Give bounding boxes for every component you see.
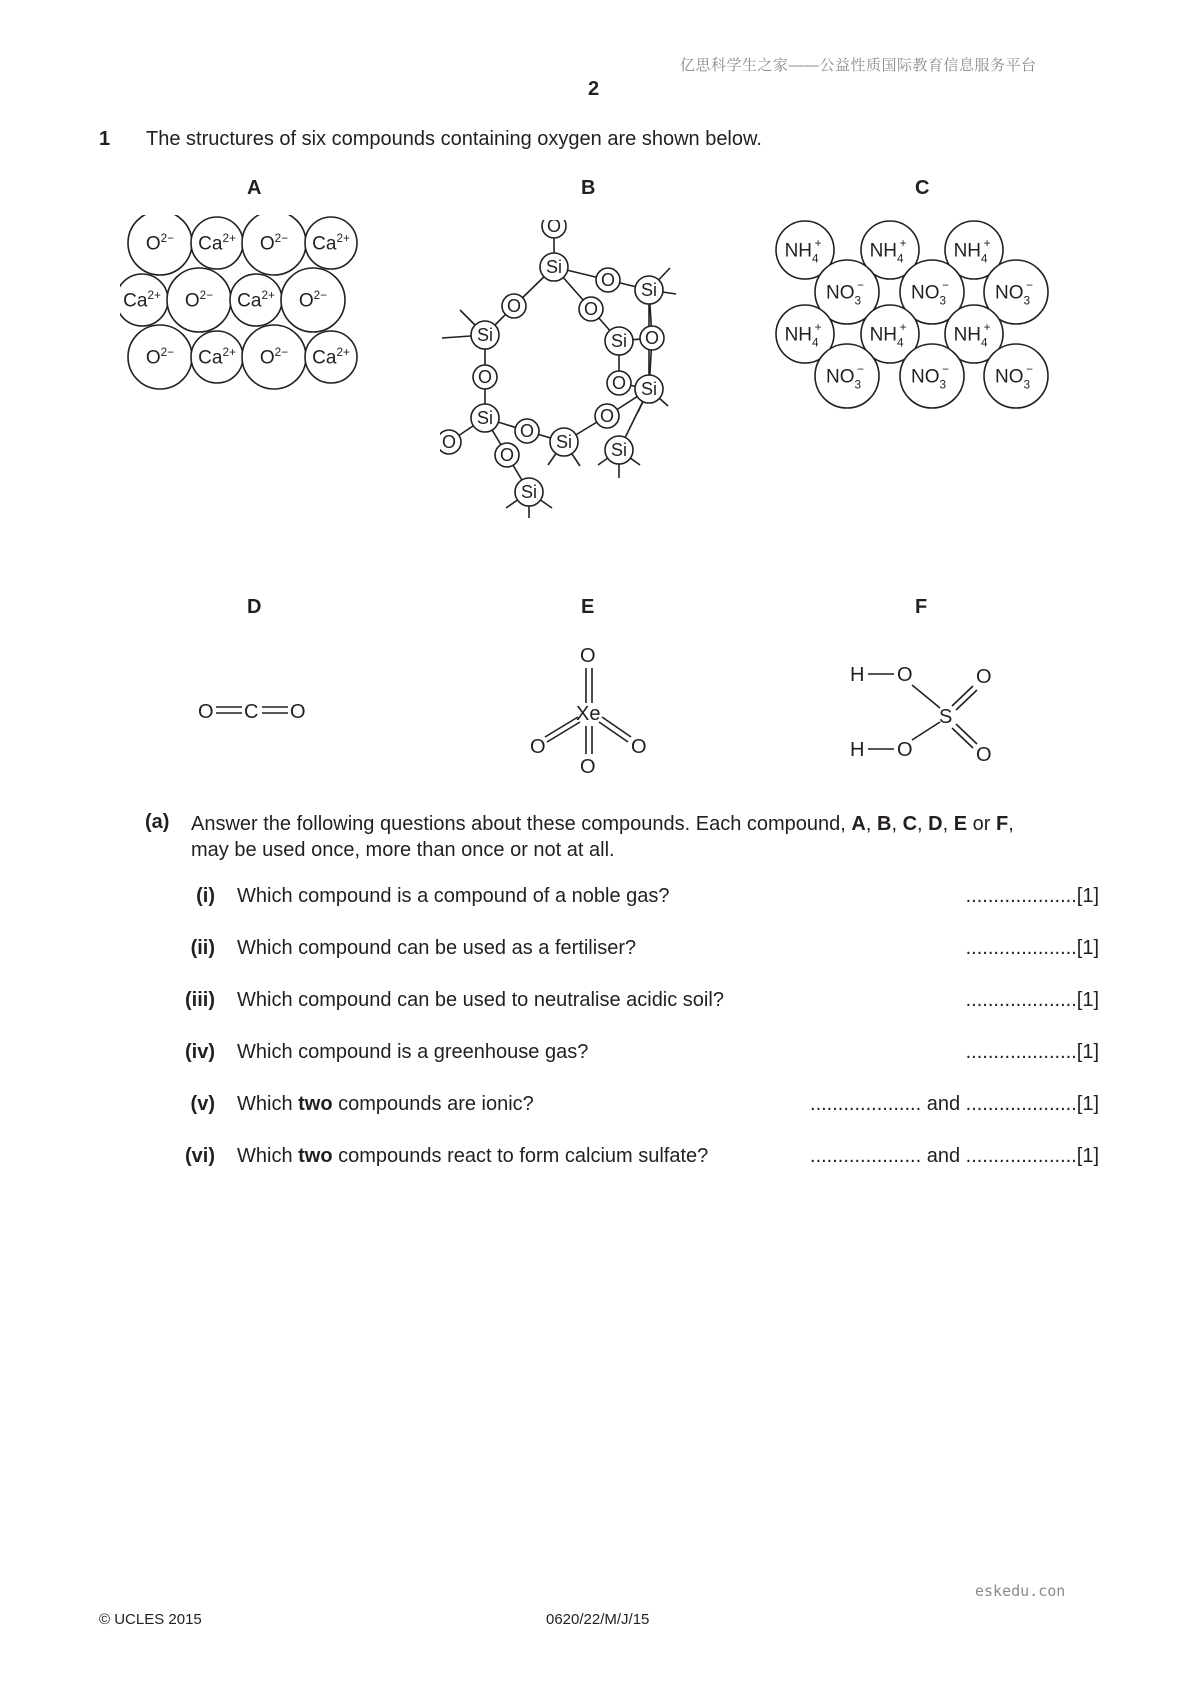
svg-text:NH4+: $NH_4+$ [953, 321, 991, 350]
svg-text:Si: Si [476, 408, 494, 428]
svg-text:O: O [499, 445, 515, 465]
letter: F [995, 813, 1009, 835]
svg-text:Si: Si [555, 432, 573, 452]
footer-watermark: eskedu.con [975, 1582, 1066, 1600]
svg-text:Ca2+: $Ca^{2+}$ [198, 346, 236, 369]
svg-text:O2−: $O^{2-}$ [184, 289, 214, 312]
svg-text:Ca2+: $Ca^{2+}$ [237, 289, 275, 312]
header-watermark: 亿思科学生之家——公益性质国际教育信息服务平台 [680, 57, 1037, 74]
svg-text:O2−: $O^{2-}$ [259, 346, 289, 369]
page-number: 2 [588, 78, 600, 100]
answer-line[interactable]: .................... and ....................[1] [810, 1145, 1099, 1167]
letter: B [877, 813, 892, 835]
svg-text:Si: Si [610, 440, 628, 460]
svg-text:O: O [441, 432, 457, 452]
atom-s: S [939, 706, 953, 728]
svg-text:O: O [477, 367, 493, 387]
structure-c-ammonium-nitrate [775, 220, 1075, 430]
letter: E [953, 813, 968, 835]
answer-line[interactable]: ....................[1] [965, 885, 1099, 907]
structure-label-f: F [915, 596, 928, 618]
svg-text:O: O [546, 220, 562, 236]
structure-label-b: B [581, 177, 596, 199]
svg-text:Si: Si [640, 379, 658, 399]
svg-text:Si: Si [545, 257, 563, 277]
answer-line[interactable]: ....................[1] [965, 1041, 1099, 1063]
subquestion-iv: (iv) Which compound is a greenhouse gas? ....................[1] [185, 1041, 1099, 1063]
svg-text:Ca2+: $Ca^{2+}$ [123, 289, 161, 312]
svg-text:Ca2+: $Ca^{2+}$ [198, 232, 236, 255]
atom-o: O [631, 736, 647, 758]
svg-text:NH4+: $NH_4+$ [869, 321, 907, 350]
question-stem: The structures of six compounds containing oxygen are shown below. [146, 128, 762, 150]
subquestion-ii: (ii) Which compound can be used as a fertiliser? ....................[1] [190, 937, 1099, 959]
answer-line[interactable]: ....................[1] [965, 989, 1099, 1011]
svg-text:O: O [583, 299, 599, 319]
footer-copyright: © UCLES 2015 [99, 1611, 202, 1628]
svg-text:Si: Si [640, 280, 658, 300]
subquestion-vi: (vi) Which two compounds react to form calcium sulfate? .................... and ....................[1] [185, 1145, 1099, 1167]
svg-text:NO3−: $NO_3-$ [826, 279, 864, 308]
structure-d-co2 [190, 690, 330, 730]
question-number: 1 [99, 128, 111, 150]
svg-text:NH4+: $NH_4+$ [953, 237, 991, 266]
subquestion-v: (v) Which two compounds are ionic? .................... and ....................[1] [190, 1093, 1099, 1115]
structure-e-xeo4 [520, 640, 660, 780]
svg-text:Si: Si [520, 482, 538, 502]
atom-o: O [976, 744, 992, 766]
answer-line[interactable]: ....................[1] [965, 937, 1099, 959]
letter: A [851, 813, 866, 835]
structure-label-c: C [915, 177, 930, 199]
atom-h: H [850, 739, 865, 761]
svg-text:Si: Si [610, 331, 628, 351]
letter: C [902, 813, 918, 835]
atom-o: O [976, 666, 992, 688]
svg-text:NO3−: $NO_3-$ [826, 363, 864, 392]
structure-a-lattice [120, 215, 390, 425]
part-a-label: (a) [145, 811, 170, 833]
atom-h: H [850, 664, 865, 686]
structure-b-silica [440, 220, 740, 565]
answer-line[interactable]: .................... and ....................[1] [810, 1093, 1099, 1115]
svg-text:O: O [519, 421, 535, 441]
atom-xe: Xe [576, 703, 601, 725]
footer-code: 0620/22/M/J/15 [546, 1611, 650, 1628]
part-a-intro: Answer the following questions about these compounds. Each compound, [191, 813, 852, 835]
atom-o: O [198, 701, 214, 723]
svg-text:NO3−: $NO_3-$ [995, 279, 1033, 308]
atom-o: O [580, 756, 596, 778]
svg-text:NO3−: $NO_3-$ [995, 363, 1033, 392]
subquestion-i: (i) Which compound is a compound of a noble gas? ....................[1] [196, 885, 1099, 907]
part-a-instructions: Answer the following questions about these compounds. Each compound, A, B, C, D, E or F, may be used once, more than once or not at all. [191, 813, 1014, 861]
svg-text:O2−: $O^{2-}$ [145, 346, 175, 369]
atom-c: C [244, 701, 259, 723]
svg-text:Si: Si [476, 325, 494, 345]
svg-text:NH4+: $NH_4+$ [784, 237, 822, 266]
svg-text:O: O [599, 406, 615, 426]
svg-text:O: O [600, 270, 616, 290]
atom-o: O [897, 664, 913, 686]
svg-text:O: O [506, 296, 522, 316]
svg-text:O: O [644, 328, 660, 348]
svg-text:O2−: $O^{2-}$ [259, 232, 289, 255]
atom-o: O [290, 701, 306, 723]
svg-text:NO3−: $NO_3-$ [911, 279, 949, 308]
svg-text:Ca2+: $Ca^{2+}$ [312, 232, 350, 255]
structure-label-a: A [247, 177, 262, 199]
atom-o: O [530, 736, 546, 758]
svg-text:Ca2+: $Ca^{2+}$ [312, 346, 350, 369]
atom-o: O [580, 645, 596, 667]
structure-f-h2so4 [840, 650, 1020, 770]
svg-text:NH4+: $NH_4+$ [784, 321, 822, 350]
svg-text:NO3−: $NO_3-$ [911, 363, 949, 392]
svg-text:O: O [611, 373, 627, 393]
letter: D [928, 813, 943, 835]
structure-label-d: D [247, 596, 262, 618]
svg-text:O2−: $O^{2-}$ [145, 232, 175, 255]
part-a-intro-2: may be used once, more than once or not at all. [191, 839, 615, 861]
atom-o: O [897, 739, 913, 761]
svg-text:NH4+: $NH_4+$ [869, 237, 907, 266]
svg-text:O2−: $O^{2-}$ [298, 289, 328, 312]
subquestion-iii: (iii) Which compound can be used to neutralise acidic soil? ....................[1] [185, 989, 1099, 1011]
structure-label-e: E [581, 596, 595, 618]
